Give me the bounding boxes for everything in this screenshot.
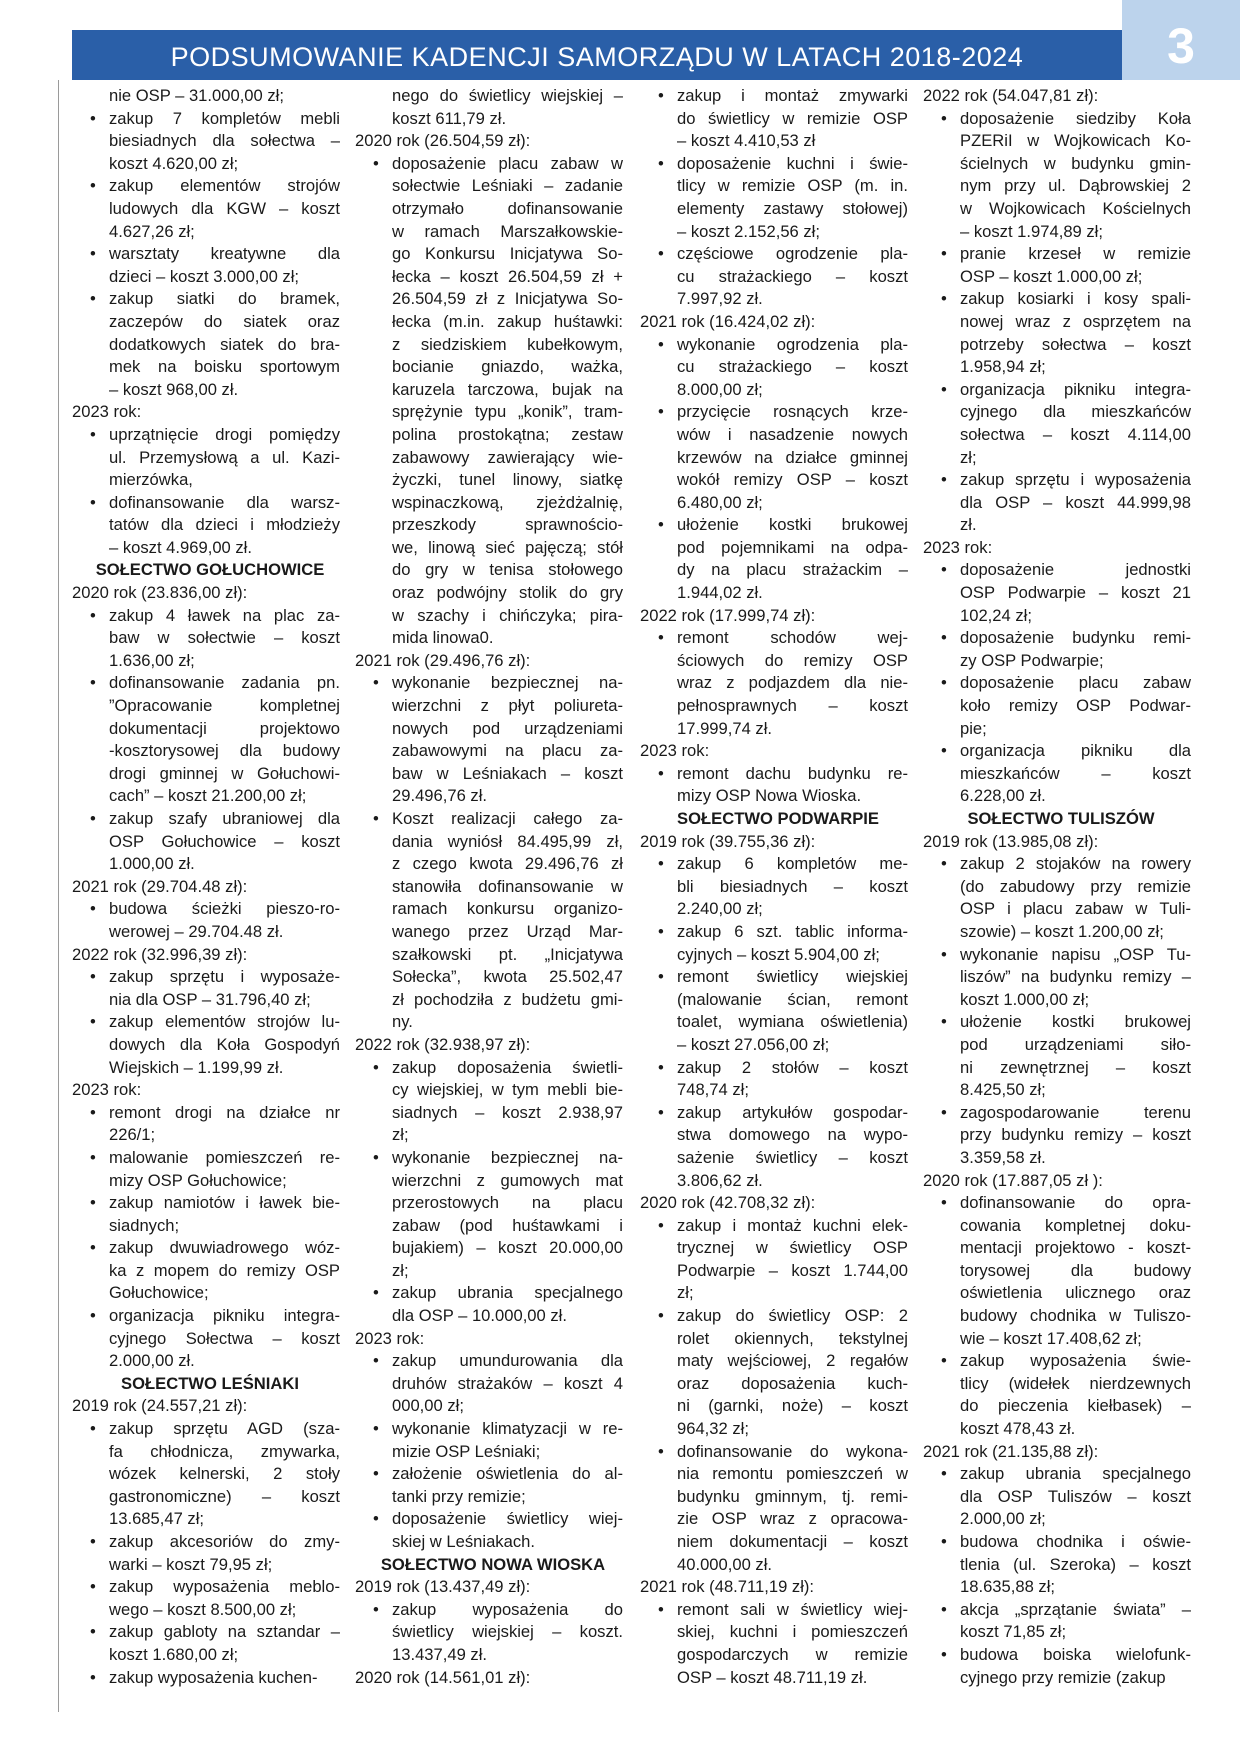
list-item-line: • dofinansowanie do opra- [923, 1192, 1191, 1215]
list-item-line: dzieci – koszt 3.000,00 zł; [109, 266, 300, 286]
year-heading: 2019 rok (13.437,49 zł): [355, 1577, 531, 1597]
list-item-line: • zakup elementów strojów [72, 175, 340, 198]
left-border-line [58, 80, 59, 1712]
list-item-line: • zakup gabloty na sztandar – [72, 1621, 340, 1644]
list-item-line: Podwarpie – koszt 1.744,00 [677, 1260, 908, 1280]
year-heading: 2023 rok: [72, 402, 142, 422]
year-heading: 2021 rok (29.496,76 zł): [355, 650, 531, 670]
list-item-line: – koszt 2.152,56 zł; [677, 221, 820, 241]
list-item-line: dowych dla Koła Gospodyń [109, 1034, 340, 1054]
list-item-line: • zakup i montaż kuchni elek- [640, 1215, 908, 1238]
list-item-line: sołectwie Leśniaki – zadanie [392, 176, 623, 196]
list-item-line: bli biesiadnych – koszt [677, 876, 908, 896]
list-item-line: zł; [392, 1125, 409, 1145]
list-item-line: dy na placu strażackim – [677, 560, 908, 580]
list-item-line: • doposażenie budynku remi- [923, 627, 1191, 650]
list-item-line: (malowanie ścian, remont [677, 989, 908, 1009]
list-item-line: • dofinansowanie zadania pn. [72, 672, 340, 695]
list-item-line: 6.228,00 zł. [960, 786, 1046, 806]
list-item-line: wego – koszt 8.500,00 zł; [109, 1599, 297, 1619]
list-item-line: toalet, wymiana oświetlenia) [677, 1012, 908, 1032]
list-item-line: koszt 71,85 zł; [960, 1622, 1067, 1642]
list-item-line: siadnych – koszt 2.938,97 [392, 1102, 623, 1122]
list-item-line: • zakup i montaż zmywarki [640, 85, 908, 108]
list-item-line: • doposażenie jednostki [923, 559, 1191, 582]
list-item-line: świetlicy wiejskiej – koszt. [392, 1622, 623, 1642]
list-item-line: koszt 4.620,00 zł; [109, 153, 239, 173]
list-item-line: do gry w tenisa stołowego [392, 560, 623, 580]
list-item-line: • zakup wyposażenia meblo- [72, 1576, 340, 1599]
text-column-4 [923, 85, 1191, 1689]
year-heading: 2021 rok (48.711,19 zł): [640, 1577, 815, 1597]
list-item-line: nowej wraz z osprzętem na [960, 311, 1191, 331]
list-item-line: fa chłodnicza, zmywarka, [109, 1441, 340, 1461]
list-item-line: szałkowski pt. „Inicjatywa [392, 944, 623, 964]
year-heading: 2020 rok (17.887,05 zł ): [923, 1170, 1103, 1190]
list-item-line: pełnosprawnych – koszt [677, 696, 908, 716]
list-item-line: mierzówka, [109, 470, 193, 490]
list-item-line: dla OSP Tuliszów – koszt [960, 1486, 1191, 1506]
page-number: 3 [1122, 0, 1240, 80]
list-item-line: mizy OSP Nowa Wioska. [677, 786, 862, 806]
list-item-line: 6.480,00 zł; [677, 492, 763, 512]
list-item-line: • malowanie pomieszczeń re- [72, 1147, 340, 1170]
list-item-line: • zakup sprzętu AGD (sza- [72, 1418, 340, 1441]
list-item-line: – koszt 27.056,00 zł; [677, 1034, 830, 1054]
list-item-line: • zakup umundurowania dla [355, 1350, 623, 1373]
year-heading: 2023 rok: [923, 537, 993, 557]
list-item-line: • remont świetlicy wiejskiej [640, 966, 908, 989]
list-item-line: wie – koszt 17.408,62 zł; [960, 1328, 1142, 1348]
list-item-line: niem dokumentacji – koszt [677, 1532, 908, 1551]
year-heading: 2022 rok (32.938,97 zł): [355, 1034, 531, 1054]
list-item-line: z czego kwota 29.496,76 zł [392, 854, 623, 874]
year-heading: 2020 rok (42.708,32 zł): [640, 1193, 816, 1213]
list-item-line: sażenie świetlicy – koszt [677, 1147, 908, 1167]
list-item-line: oraz doposażenia kuch- [677, 1373, 908, 1393]
list-item-line: wów i nasadzenie nowych [677, 424, 908, 444]
year-heading: 2023 rok: [72, 1080, 142, 1100]
list-item-line: dla OSP – koszt 44.999,98 [960, 492, 1191, 512]
list-item-line: wanego przez Urząd Mar- [392, 921, 623, 941]
list-item-line: • zakup wyposażenia kuchen- [72, 1667, 340, 1690]
list-item-line: zaczepów do siatek oraz [109, 311, 340, 331]
list-item-line: drogi gminnej w Gołuchowi- [109, 763, 340, 783]
list-item-line: • zakup siatki do bramek, [72, 288, 340, 311]
list-item-line: Sołecka”, kwota 25.502,47 [392, 967, 623, 987]
list-item-line: baw w sołectwie – koszt [109, 628, 340, 648]
list-item-line: • uprzątnięcie drogi pomiędzy [72, 424, 340, 447]
list-item-line: cy wiejskiej, w tym mebli bie- [392, 1080, 623, 1100]
list-item-line: cach” – koszt 21.200,00 zł; [109, 786, 307, 806]
list-item-line: liszów” na budynku remizy – [960, 967, 1191, 987]
list-item-line: tlicy w remizie OSP (m. in. [677, 176, 908, 196]
list-item-line: 1.944,02 zł. [677, 583, 763, 603]
list-item-line: mentacji projektowo - koszt- [960, 1238, 1191, 1258]
year-heading: 2020 rok (23.836,00 zł): [72, 583, 248, 603]
list-item-line: budowy chodnika w Tuliszo- [960, 1306, 1191, 1326]
list-item-line: 29.496,76 zł. [392, 786, 488, 806]
list-item-line: otrzymało dofinansowanie [392, 198, 623, 218]
list-item-line: • budowa boiska wielofunk- [923, 1644, 1191, 1667]
list-item-line: • zakup ubrania specjalnego [355, 1282, 623, 1305]
list-item-line: przeszkody sprawnościo- [392, 515, 623, 535]
list-item-line: w ramach Marszałkowskie- [392, 221, 623, 241]
list-item-line: • zakup sprzętu i wyposaże- [72, 966, 340, 989]
list-item-line: OSP Podwarpie – koszt 21 [960, 583, 1191, 603]
list-item-line: budynku gminnym, tj. remi- [677, 1486, 908, 1506]
list-item-line: łecka (m.in. zakup huśtawki: [392, 311, 623, 331]
list-item-line: 26.504,59 zł z Inicjatywa So- [392, 289, 623, 309]
list-item-line: • wykonanie ogrodzenia pla- [640, 334, 908, 357]
text-column-1 [72, 85, 340, 1689]
list-item-line: ścielnych w budynku gmin- [960, 153, 1191, 173]
list-item-line: • zagospodarowanie terenu [923, 1102, 1191, 1125]
list-item-line: • zakup wyposażenia świe- [923, 1350, 1191, 1373]
text-column-2 [355, 85, 623, 1689]
list-item-line: 2.000,00 zł; [960, 1509, 1046, 1529]
list-item-line: • częściowe ogrodzenie pla- [640, 243, 908, 266]
list-item-line: 1.000,00 zł. [109, 854, 195, 874]
list-item-line: • wykonanie bezpiecznej na- [355, 1147, 623, 1170]
list-item-line: cyjnego Sołectwa – koszt [109, 1328, 340, 1348]
year-heading: 2019 rok (39.755,36 zł): [640, 831, 816, 851]
list-item-line: wraz z podjazdem dla nie- [677, 673, 908, 693]
list-item-line: elementy zastawy stołowej) [677, 198, 908, 218]
list-item-line: oświetlenia ulicznego oraz [960, 1283, 1191, 1303]
list-item-line: ny. [392, 1012, 413, 1032]
list-item-line: 1.636,00 zł; [109, 650, 195, 670]
list-item-line: • wykonanie napisu „OSP Tu- [923, 944, 1191, 967]
list-item-line: zy OSP Podwarpie; [960, 650, 1104, 670]
list-item-line: • organizacja pikniku integra- [923, 379, 1191, 402]
list-item-line: • zakup 6 kompletów me- [640, 853, 908, 876]
list-item-line: cyjnych – koszt 5.904,00 zł; [677, 944, 880, 964]
list-item-line: • doposażenie świetlicy wiej- [355, 1508, 623, 1531]
text-column-3 [640, 85, 908, 1689]
list-item-line: OSP – koszt 1.000,00 zł; [960, 266, 1143, 286]
list-item-line: wierzchni z płyt poliureta- [392, 696, 623, 716]
year-heading: 2020 rok (14.561,01 zł): [355, 1667, 531, 1687]
list-item-line: koło remizy OSP Podwar- [960, 696, 1191, 716]
list-item-line: • wykonanie bezpiecznej na- [355, 672, 623, 695]
list-item-line: • zakup akcesoriów do zmy- [72, 1531, 340, 1554]
section-heading: SOŁECTWO GOŁUCHOWICE [95, 560, 325, 580]
list-item-line: wózek kelnerski, 2 stoły [109, 1464, 340, 1484]
list-item-line: • warsztaty kreatywne dla [72, 243, 340, 266]
list-item-line: • zakup artykułów gospodar- [640, 1102, 908, 1125]
list-item-line: cyjnego przy remizie (zakup [960, 1667, 1166, 1687]
list-item-line: tlenia (ul. Szeroka) – koszt [960, 1554, 1191, 1574]
list-item-line: tatów dla dzieci i młodzieży [109, 515, 340, 535]
list-item-line: sprężynie typu „konik”, tram- [392, 402, 623, 422]
list-item-line: pod pojemnikami na odpa- [677, 537, 908, 557]
list-item-line: 4.627,26 zł; [109, 221, 195, 241]
list-item-line: 226/1; [109, 1125, 156, 1145]
list-item-line: OSP i placu zabaw w Tuli- [960, 899, 1191, 919]
year-heading: 2019 rok (24.557,21 zł): [72, 1396, 248, 1416]
list-item-line: ul. Przemysłową a ul. Kazi- [109, 447, 340, 467]
list-item-line: szowie) – koszt 1.200,00 zł; [960, 921, 1164, 941]
list-item-line: • organizacja pikniku integra- [72, 1305, 340, 1328]
list-item-line: 40.000,00 zł. [677, 1554, 773, 1574]
list-item-line: stanowiła dofinansowanie w [392, 876, 623, 896]
list-item-line: • zakup 4 ławek na plac za- [72, 605, 340, 628]
list-item-line: koszt 1.680,00 zł; [109, 1644, 239, 1664]
list-item-line: koszt 611,79 zł. [392, 108, 507, 128]
list-item-line: – koszt 4.969,00 zł. [109, 537, 252, 557]
list-item-line: biesiadnych dla sołectwa – [109, 131, 340, 151]
list-item-line: przy budynku remizy – koszt [960, 1125, 1191, 1145]
list-item-line: koszt 1.000,00 zł; [960, 989, 1090, 1009]
list-item-line: ka z mopem do remizy OSP [109, 1260, 340, 1280]
list-item-line: życzki, tunel linowy, siatkę [392, 470, 623, 490]
list-item-line: ni (garnki, noże) – koszt [677, 1396, 908, 1416]
list-item-line: skiej w Leśniakach. [392, 1532, 535, 1551]
list-item-line: • zakup dwuwiadrowego wóz- [72, 1237, 340, 1260]
list-item-line: zabawowy zawierający wie- [392, 447, 623, 467]
list-item-line: polina prostokątna; zestaw [392, 424, 623, 444]
list-item-line: • zakup 6 szt. tablic informa- [640, 921, 908, 944]
list-item-line: zł; [392, 1260, 409, 1280]
list-item-line: druhów strażaków – koszt 4 [392, 1373, 623, 1393]
list-item-line: dokumentacji projektowo [109, 718, 340, 738]
list-item-line: PZERiI w Wojkowicach Ko- [960, 131, 1191, 151]
list-item-line: • zakup 2 stojaków na rowery [923, 853, 1191, 876]
list-item-line: zabaw (pod huśtawkami i [392, 1215, 623, 1235]
list-item-line: • Koszt realizacji całego za- [355, 808, 623, 831]
year-heading: 2022 rok (32.996,39 zł): [72, 944, 248, 964]
list-item-line: • organizacja pikniku dla [923, 740, 1191, 763]
year-heading: 2021 rok (29.704.48 zł): [72, 876, 248, 896]
header-banner [72, 30, 1122, 80]
list-item-line: sołectwa – koszt 4.114,00 [960, 424, 1191, 444]
section-heading: SOŁECTWO TULISZÓW [967, 809, 1155, 828]
list-item-line: • remont drogi na działce nr [72, 1102, 340, 1125]
list-item-line: 000,00 zł; [392, 1396, 464, 1416]
list-item-line: • dofinansowanie dla warsz- [72, 492, 340, 515]
list-item-line: OSP – koszt 48.711,19 zł. [677, 1667, 868, 1687]
list-item-line: dania wyniósł 84.495,99 zł, [392, 831, 623, 851]
list-item-line: • remont sali w świetlicy wiej- [640, 1599, 908, 1622]
list-item-line: tanki przy remizie; [392, 1486, 526, 1506]
list-item-line: dla OSP – 10.000,00 zł. [392, 1306, 567, 1326]
list-item-line: 3.359,58 zł. [960, 1147, 1046, 1167]
list-item-line: • wykonanie klimatyzacji w re- [355, 1418, 623, 1441]
list-item-line: • zakup do świetlicy OSP: 2 [640, 1305, 908, 1328]
year-heading: 2019 rok (13.985,08 zł): [923, 831, 1099, 851]
list-item-line: pie; [960, 718, 987, 738]
page-title: PODSUMOWANIE KADENCJI SAMORZĄDU W LATACH 2018-2024 [170, 42, 1024, 72]
list-item-line: Wiejskich – 1.199,99 zł. [109, 1057, 284, 1077]
list-item-line: go Konkursu Inicjatywa So- [392, 244, 623, 264]
list-item-line: pod urządzeniami siło- [960, 1034, 1191, 1054]
list-item-line: wierzchni z gumowych mat [392, 1170, 623, 1190]
list-item-line: – koszt 1.974,89 zł; [960, 221, 1103, 241]
list-item-line: z siedziskiem kubełkowym, [392, 334, 623, 354]
list-item-line: nia remontu pomieszczeń w [677, 1464, 908, 1484]
list-item-line: warki – koszt 79,95 zł; [109, 1554, 273, 1574]
list-item-line: potrzeby sołectwa – koszt [960, 334, 1191, 354]
list-item-line: bujakiem) – koszt 20.000,00 [392, 1238, 623, 1258]
list-item-line: • remont dachu budynku re- [640, 763, 908, 786]
year-heading: 2022 rok (17.999,74 zł): [640, 605, 816, 625]
list-item-line: zł. [960, 515, 977, 535]
list-item-line: mida linowa0. [392, 628, 494, 648]
list-item-line: werowej – 29.704.48 zł. [109, 921, 284, 941]
section-heading: SOŁECTWO NOWA WIOSKA [380, 1554, 606, 1574]
list-item-line: 2.000,00 zł. [109, 1351, 195, 1371]
list-item-line: mizy OSP Gołuchowice; [109, 1170, 287, 1190]
list-item-line: trycznej w świetlicy OSP [677, 1238, 908, 1258]
list-item-line: 7.997,92 zł. [677, 289, 763, 309]
section-heading: SOŁECTWO LEŚNIAKI [121, 1373, 299, 1393]
list-item-line: we, linową sieć pajęczą; stół [392, 537, 623, 557]
list-item-line: 18.635,88 zł; [960, 1577, 1056, 1597]
list-item-line: -kosztorysowej dla budowy [109, 741, 340, 761]
list-item-line: mieszkańców – koszt [960, 763, 1191, 783]
year-heading: 2021 rok (16.424,02 zł): [640, 311, 816, 331]
list-item-line: 102,24 zł; [960, 605, 1032, 625]
list-item-line: siadnych; [109, 1215, 180, 1235]
list-item-line: łecka – koszt 26.504,59 zł + [392, 266, 623, 286]
section-heading: SOŁECTWO PODWARPIE [677, 809, 879, 828]
list-item-line: oraz podwójny stolik do gry [392, 583, 623, 603]
list-item-line: gastronomiczne) – koszt [109, 1486, 340, 1506]
list-item-line: nego do świetlicy wiejskiej – [392, 86, 623, 105]
list-item-line: • doposażenie placu zabaw w [355, 153, 623, 176]
list-item-line: OSP Gołuchowice – koszt [109, 831, 340, 851]
year-heading: 2023 rok: [355, 1328, 425, 1348]
year-heading: 2023 rok: [640, 741, 710, 761]
list-item-line: maty wejściowej, 2 regałów [677, 1351, 908, 1371]
list-item-line: 8.425,50 zł; [960, 1080, 1046, 1100]
list-item-line: mek na boisku sportowym [109, 357, 340, 377]
list-item-line: cowania kompletnej doku- [960, 1215, 1191, 1235]
year-heading: 2022 rok (54.047,81 zł): [923, 86, 1099, 105]
list-item-line: krzewów na działce gminnej [677, 447, 908, 467]
list-item-line: do świetlicy w remizie OSP [677, 108, 908, 128]
list-item-line: nowych pod urządzeniami [392, 718, 623, 738]
list-item-line: stwa domowego na wypo- [677, 1125, 908, 1145]
list-item-line: • doposażenie placu zabaw [923, 672, 1191, 695]
list-item-line: Gołuchowice; [109, 1283, 209, 1303]
list-item-line: cyjnego dla mieszkańców [960, 402, 1191, 422]
list-item-line: ”Opracowanie kompletnej [109, 696, 340, 716]
list-item-line: • budowa ścieżki pieszo-ro- [72, 898, 340, 921]
list-item-line: bocianie gniazdo, ważka, [392, 357, 623, 377]
list-item-line: 748,74 zł; [677, 1080, 749, 1100]
list-item-line: zabawowymi na placu za- [392, 741, 623, 761]
list-item-line: w szachy i chińczyka; pira- [392, 605, 623, 625]
list-item-line: • założenie oświetlenia do al- [355, 1463, 623, 1486]
list-item-line: • zakup 7 kompletów mebli [72, 108, 340, 131]
list-item-line: • zakup szafy ubraniowej dla [72, 808, 340, 831]
list-item-line: ludowych dla KGW – koszt [109, 198, 340, 218]
list-item-line: • ułożenie kostki brukowej [640, 514, 908, 537]
list-item-line: • zakup kosiarki i kosy spali- [923, 288, 1191, 311]
list-item-line: ni zewnętrznej – koszt [960, 1057, 1191, 1077]
list-item-line: cu strażackiego – koszt [677, 266, 908, 286]
list-item-line: w Wojkowicach Kościelnych [960, 198, 1191, 218]
list-item-line: • budowa chodnika i oświe- [923, 1531, 1191, 1554]
list-item-line: 3.806,62 zł. [677, 1170, 763, 1190]
list-item-line: • zakup elementów strojów lu- [72, 1011, 340, 1034]
year-heading: 2020 rok (26.504,59 zł): [355, 131, 531, 151]
list-item-line: • doposażenie kuchni i świe- [640, 153, 908, 176]
list-item-line: 964,32 zł; [677, 1419, 749, 1439]
list-item-line: torysowej dla budowy [960, 1260, 1191, 1280]
list-item-line: • zakup ubrania specjalnego [923, 1463, 1191, 1486]
list-item-line: • zakup doposażenia świetli- [355, 1057, 623, 1080]
list-item-line: 8.000,00 zł; [677, 379, 763, 399]
list-item-line: nie OSP – 31.000,00 zł; [109, 86, 284, 105]
list-item-line: 13.685,47 zł; [109, 1509, 205, 1529]
list-item-line: gospodarczych w remizie [677, 1644, 908, 1664]
list-item-line: • doposażenie siedziby Koła [923, 108, 1191, 131]
list-item-line: rolet okiennych, tekstylnej [677, 1328, 908, 1348]
list-item-line: ramach konkursu organizo- [392, 899, 623, 919]
list-item-line: • zakup namiotów i ławek bie- [72, 1192, 340, 1215]
list-item-line: koszt 478,43 zł. [960, 1419, 1076, 1439]
list-item-line: • remont schodów wej- [640, 627, 908, 650]
list-item-line: wspinaczkową, zjeżdżalnię, [392, 492, 623, 512]
list-item-line: 1.958,94 zł; [960, 357, 1046, 377]
list-item-line: – koszt 968,00 zł. [109, 379, 239, 399]
list-item-line: • akcja „sprzątanie świata” – [923, 1599, 1191, 1622]
list-item-line: ściowych do remizy OSP [677, 650, 908, 670]
list-item-line: • przycięcie rosnących krze- [640, 401, 908, 424]
list-item-line: do pieczenia kiełbasek) – [960, 1396, 1191, 1416]
list-item-line: • ułożenie kostki brukowej [923, 1011, 1191, 1034]
list-item-line: zł; [677, 1283, 694, 1303]
list-item-line: nym przy ul. Dąbrowskiej 2 [960, 176, 1191, 196]
list-item-line: 17.999,74 zł. [677, 718, 773, 738]
list-item-line: – koszt 4.410,53 zł [677, 131, 816, 151]
list-item-line: (do zabudowy przy remizie [960, 876, 1191, 896]
list-item-line: dodatkowych siatek do bra- [109, 334, 340, 354]
list-item-line: • zakup 2 stołów – koszt [640, 1057, 908, 1080]
list-item-line: 2.240,00 zł; [677, 899, 763, 919]
list-item-line: • dofinansowanie do wykona- [640, 1441, 908, 1464]
list-item-line: baw w Leśniakach – koszt [392, 763, 623, 783]
list-item-line: zie OSP wraz z opracowa- [677, 1509, 908, 1529]
list-item-line: nia dla OSP – 31.796,40 zł; [109, 989, 311, 1009]
list-item-line: skiej, kuchni i pomieszczeń [677, 1622, 908, 1642]
list-item-line: • pranie krzeseł w remizie [923, 243, 1191, 266]
list-item-line: zł; [960, 447, 977, 467]
year-heading: 2021 rok (21.135,88 zł): [923, 1441, 1099, 1461]
list-item-line: tlicy (widełek nierdzewnych [960, 1373, 1191, 1393]
list-item-line: mizie OSP Leśniaki; [392, 1441, 541, 1461]
list-item-line: 13.437,49 zł. [392, 1644, 488, 1664]
list-item-line: karuzela tarczowa, bujak na [392, 379, 623, 399]
list-item-line: wokół remizy OSP – koszt [677, 470, 908, 490]
list-item-line: cu strażackiego – koszt [677, 357, 908, 377]
list-item-line: przerostowych na placu [392, 1193, 623, 1213]
list-item-line: • zakup sprzętu i wyposażenia [923, 469, 1191, 492]
list-item-line: • zakup wyposażenia do [355, 1599, 623, 1622]
list-item-line: zł pochodziła z budżetu gmi- [392, 989, 623, 1009]
